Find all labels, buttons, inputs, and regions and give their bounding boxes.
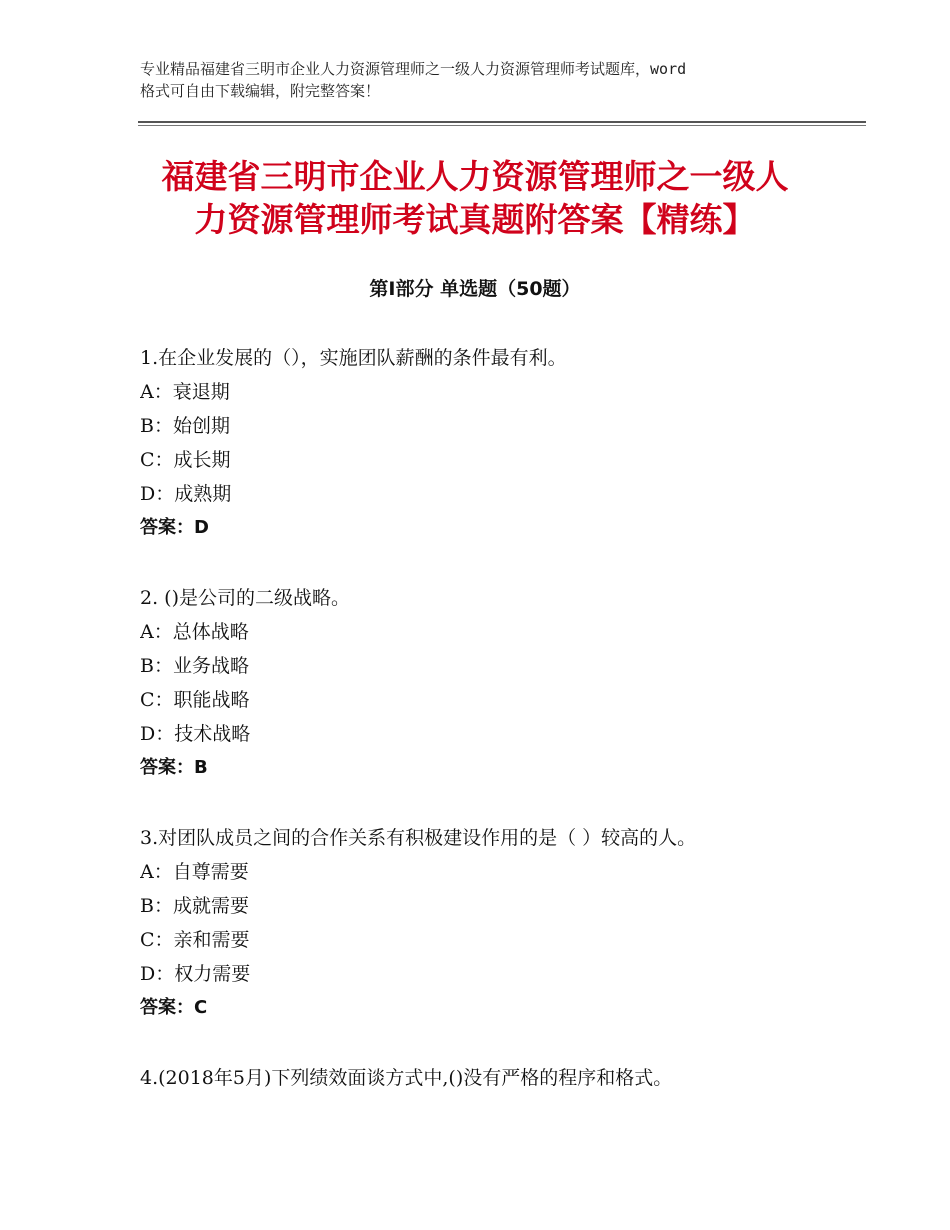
question-list [140, 341, 860, 1131]
question-answer: 答案：D [140, 517, 209, 538]
question-option-c: C：成长期 [140, 449, 231, 471]
header-divider-thick [138, 121, 866, 123]
section-title: 第Ⅰ部分 单选题（50题） [369, 278, 581, 300]
question-4 [140, 1061, 860, 1095]
document-title [100, 155, 850, 241]
question-3 [140, 821, 860, 1025]
question-answer: 答案：B [140, 757, 208, 778]
document-title-line-1: 福建省三明市企业人力资源管理师之一级人 [161, 157, 789, 196]
header-divider-thin [138, 125, 866, 126]
question-option-d: D：技术战略 [140, 723, 251, 745]
question-option-a: A：自尊需要 [140, 861, 249, 883]
question-option-d: D：权力需要 [140, 963, 251, 985]
question-option-a: A：总体战略 [140, 621, 249, 643]
question-stem: 4.(2018年5月)下列绩效面谈方式中,()没有严格的程序和格式。 [140, 1067, 673, 1089]
question-stem: 3.对团队成员之间的合作关系有积极建设作用的是（ ）较高的人。 [140, 827, 697, 849]
question-option-c: C：职能战略 [140, 689, 250, 711]
document-title-line-2: 力资源管理师考试真题附答案【精练】 [194, 200, 756, 239]
header-note-line-1: 专业精品福建省三明市企业人力资源管理师之一级人力资源管理师考试题库，word [140, 60, 687, 78]
header-note [140, 58, 830, 102]
header-note-line-2: 格式可自由下载编辑，附完整答案！ [140, 82, 381, 100]
question-answer: 答案：C [140, 997, 208, 1018]
question-stem: 1.在企业发展的（），实施团队薪酬的条件最有利。 [140, 347, 567, 369]
question-1 [140, 341, 860, 545]
question-option-a: A：衰退期 [140, 381, 230, 403]
question-2 [140, 581, 860, 785]
question-option-d: D：成熟期 [140, 483, 232, 505]
question-option-b: B：成就需要 [140, 895, 249, 917]
question-stem: 2. ()是公司的二级战略。 [140, 587, 350, 609]
question-option-c: C：亲和需要 [140, 929, 250, 951]
question-option-b: B：业务战略 [140, 655, 249, 677]
question-option-b: B：始创期 [140, 415, 230, 437]
